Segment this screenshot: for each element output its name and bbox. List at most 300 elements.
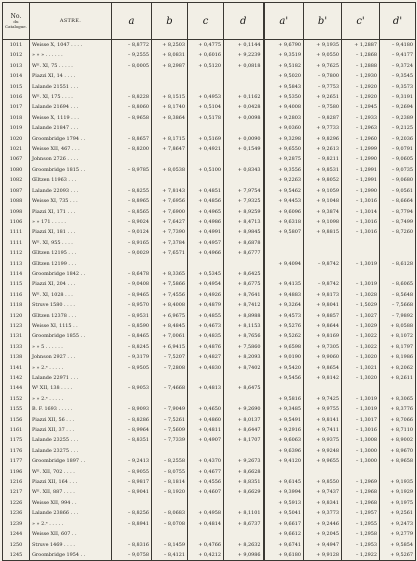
table-row	[3, 175, 416, 185]
star-name-cell: » » 2.ᵉ . . . . .	[30, 519, 112, 529]
star-name-cell: Wᴵᴵ. XI, 75 . . . . .	[30, 61, 112, 71]
star-name-cell: Lalande 21551 . . .	[30, 82, 112, 92]
star-name-cell: Groombridge 1954 . .	[30, 550, 112, 561]
catalogue-number-cell: 1080	[3, 165, 30, 175]
coef-a-prime-cell	[264, 467, 304, 477]
star-name-cell: Groombridge 1897 . .	[30, 456, 112, 466]
star-name-cell: Piazzi XII, 37 . . .	[30, 425, 112, 435]
coef-c-cell: + 0,4607	[188, 487, 224, 497]
coef-b-prime-cell: + 9,9655	[304, 456, 342, 466]
coef-b-prime-cell: + 9,8052	[304, 175, 342, 185]
coef-a-prime-cell: + 9,6612	[264, 529, 304, 539]
coef-a-prime-cell: + 9,5491	[264, 415, 304, 425]
coef-c-cell: + 0,4814	[188, 519, 224, 529]
coef-c-prime-cell: – 1,2930	[342, 71, 380, 81]
star-name-cell: » » 5 . . . . . .	[30, 342, 112, 352]
star-name-cell: Wᴵᴵ. XI, 1028 . . .	[30, 290, 112, 300]
coef-b-cell: + 7,4556	[152, 290, 188, 300]
coef-b-cell	[152, 498, 188, 508]
coef-d-cell: + 8,0137	[224, 415, 264, 425]
star-name-cell: Lalande 21847 . . .	[30, 123, 112, 133]
coef-d-prime-cell: – 9,4180	[380, 40, 416, 51]
catalogue-number-cell: 1142	[3, 373, 30, 383]
coef-a-cell: – 9,2413	[112, 456, 152, 466]
coef-d-prime-cell: – 9,3191	[380, 92, 416, 102]
catalogue-number-cell: 1114	[3, 269, 30, 279]
coef-header-d-prime: d'	[380, 3, 416, 40]
coef-b-prime-cell: + 9,7305	[304, 342, 342, 352]
coef-b-prime-cell	[304, 383, 342, 393]
coef-c-cell: + 0,4879	[188, 300, 224, 310]
coef-a-cell: – 8,9053	[112, 383, 152, 393]
catalogue-number-cell: 1015	[3, 82, 30, 92]
coef-a-cell: – 8,8565	[112, 207, 152, 217]
coef-c-cell	[188, 529, 224, 539]
table-row	[3, 550, 416, 561]
table-row	[3, 50, 416, 60]
coef-d-cell: + 9,2690	[224, 404, 264, 414]
star-name-header: ASTRE.	[30, 3, 112, 40]
catalogue-number-cell: 1175	[3, 435, 30, 445]
star-name-cell: Weisse XII, 994 . .	[30, 498, 112, 508]
coef-d-cell: + 7,5860	[224, 342, 264, 352]
coef-b-cell	[152, 154, 188, 164]
coef-a-cell	[112, 259, 152, 269]
coef-b-cell	[152, 394, 188, 404]
star-name-cell: Piazzi XI, 204 . . .	[30, 279, 112, 289]
catalogue-number-cell: 1111	[3, 227, 30, 237]
coef-b-prime-cell: + 9,9248	[304, 446, 342, 456]
coef-d-prime-cell: + 8,9670	[380, 446, 416, 456]
coef-c-prime-cell: – 1,2968	[342, 498, 380, 508]
coef-a-prime-cell: + 9,5462	[264, 186, 304, 196]
coef-d-prime-cell	[380, 248, 416, 258]
coef-a-prime-cell: + 9,3485	[264, 404, 304, 414]
star-name-cell: Weisse XI, 735 . . .	[30, 196, 112, 206]
coef-d-prime-cell: – 9,0561	[380, 186, 416, 196]
coef-a-cell: – 9,3179	[112, 352, 152, 362]
coef-c-prime-cell: – 1,3019	[342, 259, 380, 269]
table-row	[3, 134, 416, 144]
coef-d-cell	[224, 498, 264, 508]
coef-d-prime-cell	[380, 269, 416, 279]
table-row	[3, 154, 416, 164]
coef-c-cell: + 0,4830	[188, 363, 224, 373]
coef-b-prime-cell: + 9,9755	[304, 404, 342, 414]
coef-b-cell: + 8,1740	[152, 102, 188, 112]
coef-a-prime-cell: + 9,6145	[264, 477, 304, 487]
catalogue-number-cell: 1017	[3, 102, 30, 112]
catalogue-number-cell: 1016	[3, 92, 30, 102]
coef-c-prime-cell: – 1,2990	[342, 186, 380, 196]
coef-a-prime-cell: + 9,5420	[264, 363, 304, 373]
coef-d-cell: + 0,8343	[224, 165, 264, 175]
coef-d-prime-cell: – 8,7499	[380, 217, 416, 227]
coef-d-cell: + 8,6629	[224, 487, 264, 497]
coef-a-prime-cell: + 9,5020	[264, 71, 304, 81]
star-name-cell: Œltzen 12199 . . .	[30, 259, 112, 269]
catalogue-number-cell: 1133	[3, 342, 30, 352]
table-row	[3, 82, 416, 92]
coef-b-prime-cell	[304, 269, 342, 279]
coef-a-prime-cell: + 9,6396	[264, 446, 304, 456]
coef-a-cell: – 9,0029	[112, 248, 152, 258]
coef-d-cell: + 8,6737	[224, 519, 264, 529]
coef-c-cell: + 0,4953	[188, 92, 224, 102]
table-row	[3, 248, 416, 258]
table-row	[3, 446, 416, 456]
coef-d-prime-cell: – 9,2036	[380, 134, 416, 144]
coef-b-prime-cell: + 9,7425	[304, 394, 342, 404]
coef-header-a: a	[112, 3, 152, 40]
catalogue-number-cell: 1216	[3, 477, 30, 487]
star-name-cell: Groombridge 1794 . .	[30, 134, 112, 144]
coef-c-prime-cell: – 1,2888	[342, 61, 380, 71]
coef-c-prime-cell	[342, 269, 380, 279]
coef-b-cell: + 8,3864	[152, 113, 188, 123]
coef-d-cell	[224, 71, 264, 81]
coef-b-cell: + 8,1515	[152, 92, 188, 102]
coef-b-prime-cell: + 9,2651	[304, 92, 342, 102]
coef-c-cell	[188, 123, 224, 133]
star-reduction-table	[2, 2, 416, 561]
star-name-cell: » » 2.ᵉ . . . . .	[30, 363, 112, 373]
coef-a-prime-cell: + 9,5843	[264, 82, 304, 92]
star-name-cell: Wᴵᴵ. XI, 955 . . . .	[30, 238, 112, 248]
coef-c-cell: + 0,4813	[188, 383, 224, 393]
coef-b-cell: – 7,4668	[152, 383, 188, 393]
coef-b-cell	[152, 373, 188, 383]
coef-a-cell: – 8,8200	[112, 144, 152, 154]
coef-c-cell: + 0,4766	[188, 540, 224, 550]
table-row	[3, 540, 416, 550]
coef-b-cell: – 8,0708	[152, 519, 188, 529]
coef-a-cell: – 8,8286	[112, 415, 152, 425]
coef-b-prime-cell: – 9,8742	[304, 279, 342, 289]
coef-b-cell: – 7,7339	[152, 435, 188, 445]
table-row	[3, 529, 416, 539]
star-name-cell: Lalande 23255 . . .	[30, 435, 112, 445]
coef-b-cell: – 7,9049	[152, 404, 188, 414]
coef-a-prime-cell: + 9,0360	[264, 123, 304, 133]
coef-b-prime-cell: + 9,8141	[304, 415, 342, 425]
star-name-cell: Lalande 21694 . . .	[30, 102, 112, 112]
coef-c-cell	[188, 154, 224, 164]
coef-b-prime-cell: – 9,7800	[304, 71, 342, 81]
coef-d-cell: + 8,2632	[224, 540, 264, 550]
coef-a-prime-cell: + 9,3298	[264, 134, 304, 144]
coef-b-cell: + 7,6427	[152, 217, 188, 227]
star-name-cell: Œltzen 11963 . . .	[30, 175, 112, 185]
coef-a-cell: – 8,9658	[112, 113, 152, 123]
coef-a-cell: – 8,9165	[112, 238, 152, 248]
coef-c-cell: + 0,5345	[188, 269, 224, 279]
star-name-cell: » » » . . . . . .	[30, 50, 112, 60]
coef-a-cell: – 9,0758	[112, 550, 152, 561]
coef-d-cell: + 8,1707	[224, 435, 264, 445]
coef-c-cell: + 0,4775	[188, 40, 224, 51]
coef-c-prime-cell	[342, 238, 380, 248]
coef-d-prime-cell: + 8,2611	[380, 373, 416, 383]
coef-b-cell: + 8,3365	[152, 269, 188, 279]
coef-a-prime-cell: + 9,6598	[264, 342, 304, 352]
coef-c-prime-cell: – 1,5029	[342, 300, 380, 310]
coef-a-cell	[112, 82, 152, 92]
coef-d-cell	[224, 259, 264, 269]
coef-c-prime-cell: – 1,2945	[342, 102, 380, 112]
coef-c-cell: + 0,4876	[188, 342, 224, 352]
coef-b-prime-cell: + 9,8531	[304, 165, 342, 175]
coef-d-prime-cell: + 8,9658	[380, 456, 416, 466]
coef-a-cell	[112, 373, 152, 383]
catalogue-number-cell: 1011	[3, 40, 30, 51]
coef-b-cell: – 8,2558	[152, 456, 188, 466]
coef-c-prime-cell: – 1,2868	[342, 50, 380, 60]
coef-a-cell: – 8,0005	[112, 61, 152, 71]
coef-a-cell: – 8,8351	[112, 435, 152, 445]
star-name-cell: Lalande 23866 . . .	[30, 508, 112, 518]
coef-d-cell: + 0,0428	[224, 102, 264, 112]
coef-d-cell: + 8,9259	[224, 207, 264, 217]
coef-d-prime-cell: – 9,2694	[380, 102, 416, 112]
table-row	[3, 467, 416, 477]
coef-d-cell: + 0,0098	[224, 113, 264, 123]
catalogue-number-cell: 1067	[3, 154, 30, 164]
coef-b-cell	[152, 446, 188, 456]
coef-d-prime-cell: + 8,1797	[380, 342, 416, 352]
coef-c-prime-cell: – 1,2999	[342, 144, 380, 154]
coef-a-cell: – 8,9785	[112, 165, 152, 175]
coef-a-cell	[112, 498, 152, 508]
coef-d-prime-cell: + 9,2473	[380, 519, 416, 529]
coef-a-prime-cell: + 9,3519	[264, 50, 304, 60]
coef-b-prime-cell: – 9,8211	[304, 154, 342, 164]
coef-b-cell: – 8,0683	[152, 508, 188, 518]
table-row	[3, 404, 416, 414]
table-row	[3, 259, 416, 269]
coef-d-cell: + 7,9754	[224, 186, 264, 196]
catalogue-number-header	[3, 3, 30, 40]
coef-b-cell	[152, 175, 188, 185]
du-label: du	[13, 18, 19, 24]
coef-d-cell: + 8,4713	[224, 217, 264, 227]
coef-d-prime-cell	[380, 238, 416, 248]
star-name-cell: Piazzi XI, 181 . . .	[30, 227, 112, 237]
table-row	[3, 279, 416, 289]
no-label: No.	[10, 12, 22, 20]
table-row	[3, 92, 416, 102]
star-name-cell: » » 2.ᵉ . . . . .	[30, 394, 112, 404]
coef-c-prime-cell: – 1,3022	[342, 331, 380, 341]
coef-d-prime-cell: – 9,3545	[380, 71, 416, 81]
coef-b-cell: – 7,2808	[152, 363, 188, 373]
coef-c-cell: + 0,6016	[188, 50, 224, 60]
coef-b-prime-cell: + 9,3773	[304, 508, 342, 518]
catalogue-number-cell: 1196	[3, 467, 30, 477]
coef-d-prime-cell: – 9,0791	[380, 144, 416, 154]
coef-d-cell: + 8,9845	[224, 227, 264, 237]
catalogue-number-cell: 1141	[3, 363, 30, 373]
table-row	[3, 342, 416, 352]
coef-c-cell: + 0,4907	[188, 435, 224, 445]
coef-c-cell: + 0,5169	[188, 134, 224, 144]
coef-d-prime-cell	[380, 383, 416, 393]
catalogue-number-cell: 1021	[3, 144, 30, 154]
coef-c-cell: + 0,4965	[188, 207, 224, 217]
coef-d-prime-cell: + 8,7066	[380, 415, 416, 425]
coef-b-cell: + 7,0061	[152, 331, 188, 341]
coef-c-cell: + 0,4958	[188, 508, 224, 518]
catalogue-number-cell: 1098	[3, 207, 30, 217]
coef-d-prime-cell: + 9,1935	[380, 477, 416, 487]
coef-b-cell: + 8,2503	[152, 40, 188, 51]
coef-c-cell: + 0,5104	[188, 102, 224, 112]
coef-d-cell: + 0,1549	[224, 144, 264, 154]
coef-d-prime-cell: + 9,5267	[380, 550, 416, 561]
table-row	[3, 40, 416, 51]
coef-d-cell: + 8,6777	[224, 248, 264, 258]
coef-c-prime-cell: – 1,3028	[342, 290, 380, 300]
coef-a-prime-cell	[264, 383, 304, 393]
coef-c-cell: + 0,4835	[188, 331, 224, 341]
coef-c-prime-cell	[342, 248, 380, 258]
coef-b-prime-cell: + 9,8296	[304, 134, 342, 144]
coef-d-prime-cell: – 8,6664	[380, 196, 416, 206]
table-row	[3, 498, 416, 508]
coef-a-prime-cell: + 9,2263	[264, 175, 304, 185]
coef-a-cell: – 8,8772	[112, 40, 152, 51]
coef-b-cell: – 7,5609	[152, 425, 188, 435]
coef-header-b: b	[152, 3, 188, 40]
table-row	[3, 456, 416, 466]
coef-c-prime-cell: – 1,2991	[342, 175, 380, 185]
coef-a-prime-cell: + 9,6550	[264, 144, 304, 154]
catalogue-number-cell: 1020	[3, 134, 30, 144]
coef-b-cell: + 8,2987	[152, 61, 188, 71]
coef-d-prime-cell: – 9,0735	[380, 165, 416, 175]
coef-d-prime-cell: – 9,0680	[380, 175, 416, 185]
coef-c-cell: + 0,4856	[188, 196, 224, 206]
coef-d-cell: + 8,6775	[224, 279, 264, 289]
coef-b-prime-cell: + 9,7733	[304, 123, 342, 133]
coef-a-cell: – 8,9055	[112, 467, 152, 477]
coef-b-cell: + 7,8143	[152, 186, 188, 196]
coef-c-cell: + 0,4827	[188, 352, 224, 362]
coef-b-cell: + 8,0831	[152, 50, 188, 60]
coef-a-prime-cell: + 9,4453	[264, 196, 304, 206]
coef-b-prime-cell: + 9,0550	[304, 50, 342, 60]
star-name-cell: Struve 1469 . . . .	[30, 540, 112, 550]
coef-c-prime-cell: – 1,2920	[342, 82, 380, 92]
coef-b-prime-cell: + 9,2613	[304, 144, 342, 154]
coef-a-cell	[112, 446, 152, 456]
star-name-cell: Johnson 2927 . . .	[30, 352, 112, 362]
coef-a-prime-cell: + 9,2875	[264, 154, 304, 164]
coef-b-cell: + 7,6571	[152, 248, 188, 258]
coef-c-prime-cell: – 1,2991	[342, 165, 380, 175]
coef-b-prime-cell: + 9,8142	[304, 373, 342, 383]
catalogue-number-cell: 1156	[3, 415, 30, 425]
coef-c-cell	[188, 498, 224, 508]
coef-b-cell: – 7,5207	[152, 352, 188, 362]
coef-c-prime-cell: – 1,3021	[342, 363, 380, 373]
catalogue-number-cell: 1112	[3, 248, 30, 258]
table-row	[3, 113, 416, 123]
coef-d-prime-cell: + 9,2561	[380, 508, 416, 518]
catalogue-number-cell: 1106	[3, 217, 30, 227]
coef-d-prime-cell: + 8,2062	[380, 363, 416, 373]
star-name-cell: Piazzi XI, 171 . . .	[30, 207, 112, 217]
table-row	[3, 123, 416, 133]
coef-d-prime-cell: + 9,1929	[380, 487, 416, 497]
coef-a-cell: – 8,9817	[112, 477, 152, 487]
coef-a-cell: – 8,8256	[112, 508, 152, 518]
coef-c-prime-cell: – 1,3029	[342, 321, 380, 331]
coef-a-cell: – 9,2555	[112, 50, 152, 60]
coef-d-prime-cell: + 8,1072	[380, 331, 416, 341]
coef-b-prime-cell: + 9,8173	[304, 290, 342, 300]
catalogue-number-cell: 1152	[3, 394, 30, 404]
coef-d-cell	[224, 123, 264, 133]
star-name-cell: Lalande 23275 . . .	[30, 446, 112, 456]
coef-a-prime-cell: + 9,5807	[264, 227, 304, 237]
coef-c-cell	[188, 373, 224, 383]
table-row	[3, 207, 416, 217]
coef-a-cell: – 9,0408	[112, 279, 152, 289]
coef-c-prime-cell: – 1,3000	[342, 456, 380, 466]
coef-b-prime-cell: + 9,7411	[304, 425, 342, 435]
catalogue-number-cell: 1131	[3, 331, 30, 341]
coef-c-prime-cell: – 1,2955	[342, 519, 380, 529]
coef-a-prime-cell: + 9,6063	[264, 435, 304, 445]
table-row	[3, 383, 416, 393]
coef-b-cell: + 7,6900	[152, 207, 188, 217]
coef-b-prime-cell: + 9,1059	[304, 186, 342, 196]
table-row	[3, 487, 416, 497]
coef-c-cell: + 0,4212	[188, 550, 224, 561]
catalogue-number-cell: 1012	[3, 50, 30, 60]
catalogue-number-cell: 1082	[3, 175, 30, 185]
coef-d-prime-cell: – 8,6065	[380, 279, 416, 289]
coef-c-prime-cell	[342, 383, 380, 393]
coef-c-cell: + 0,4954	[188, 279, 224, 289]
coef-a-cell: – 8,9531	[112, 311, 152, 321]
coef-c-prime-cell: – 1,3019	[342, 404, 380, 414]
catalogue-number-cell: 1250	[3, 540, 30, 550]
coef-c-cell	[188, 175, 224, 185]
star-name-cell: Weisse XII, 607 . .	[30, 529, 112, 539]
coef-header-c-prime: c'	[342, 3, 380, 40]
coef-a-cell	[112, 529, 152, 539]
coef-c-cell: + 0,4926	[188, 290, 224, 300]
coef-c-cell: + 0,4855	[188, 311, 224, 321]
table-header	[3, 3, 416, 40]
table-row	[3, 363, 416, 373]
coef-d-prime-cell: – 9,0605	[380, 154, 416, 164]
coef-d-cell	[224, 529, 264, 539]
coef-b-cell: + 7,8647	[152, 144, 188, 154]
coef-a-prime-cell: + 9,4008	[264, 102, 304, 112]
star-name-cell: Weisse X, 1047 . . . .	[30, 40, 112, 51]
coef-d-prime-cell: + 9,2779	[380, 529, 416, 539]
coef-d-cell	[224, 175, 264, 185]
star-name-cell: Weisse XI, 1115 . .	[30, 321, 112, 331]
coef-b-cell: + 6,9415	[152, 342, 188, 352]
coef-d-cell: + 8,7656	[224, 331, 264, 341]
coef-b-cell: – 8,4121	[152, 550, 188, 561]
table-row	[3, 435, 416, 445]
coef-b-prime-cell: + 9,1098	[304, 217, 342, 227]
